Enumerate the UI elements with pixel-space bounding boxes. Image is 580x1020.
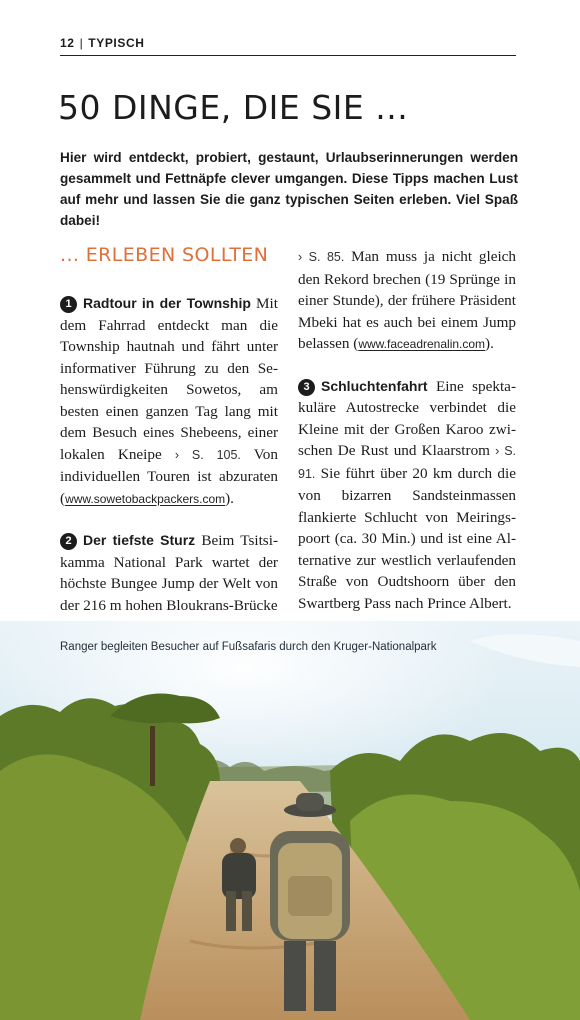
item-title: Radtour in der Township [83, 295, 251, 311]
page-title: 50 DINGE, DIE SIE ... [58, 88, 409, 127]
item-title: Der tiefste Sturz [83, 532, 196, 548]
item-title: Schluchtenfahrt [321, 377, 428, 394]
column-right [298, 246, 516, 634]
website-link[interactable]: www.faceadrenalin.com [358, 337, 486, 351]
item-text: Von individuellen Touren ist abzuraten ( [60, 445, 278, 507]
item-2 [60, 530, 278, 616]
item-number-badge: 1 [60, 296, 77, 313]
safari-photo [0, 621, 580, 1020]
photo-caption: Ranger begleiten Besucher auf Fußsafaris durch den Kruger-Nationalpark [60, 641, 437, 653]
item-number-badge: 2 [60, 533, 77, 550]
item-number-badge: 3 [298, 379, 315, 396]
item-3 [298, 376, 516, 615]
item-1 [60, 293, 278, 510]
item-text: ). [485, 335, 494, 352]
item-text: Man muss ja nicht gleich den Rekord brechen (19 Sprünge in einer Stunde), der frühere Präsident Mbeki hat es auch bei einem Jump belassen ( [298, 248, 516, 352]
column-left [60, 240, 278, 636]
header-section: TYPISCH [88, 36, 145, 50]
page-number: 12 [60, 36, 75, 50]
running-header [60, 36, 516, 56]
header-separator: | [79, 36, 84, 50]
intro-text: Hier wird entdeckt, probiert, gestaunt, Urlaubserinnerungen werden gesammelt und Fettnäpfe clever umgangen. Diese Tipps machen Lust auf mehr und lassen Sie die ganz typischen Seiten erleben. Viel Spaß dabei! [60, 150, 518, 228]
item-text: Sie führt über 20 km durch die von bizarren Sandsteinmassen flankierte Schlucht von Meiringspoort (ca. 30 Min.) und ist eine Alternative zur westlich verlaufenden Straße von Oudtshoorn über den Swartberg Pass nach Prince Albert. [298, 464, 516, 612]
page-reference[interactable]: › S. 91. [298, 444, 517, 481]
website-link[interactable]: www.sowetobackpackers.com [65, 491, 226, 506]
item-2-continued [298, 246, 516, 356]
safari-photo-illustration [0, 621, 580, 1020]
page-reference[interactable]: › S. 85. [298, 250, 345, 264]
page-reference[interactable]: › S. 105. [174, 447, 241, 462]
item-text: Eine spektakuläre Autostrecke verbindet die Kleine mit der Großen Karoo zwischen De Rust und Klaarstrom [298, 377, 516, 459]
item-text: Beim Tsitsikamma National Park wartet der höchste Bungee Jump der Welt von der 216 m hohen Bloukrans-Brücke [60, 532, 278, 614]
item-text: ). [225, 489, 234, 507]
item-text: Mit dem Fahrrad entdeckt man die Township hautnah und fährt unter informativer Führung zu den Sehenswürdigkeiten Sowetos, am besten einen ganzen Tag lang mit dem Besuch eines Shebeens, einer lokalen Kneipe [60, 295, 278, 463]
section-title: ... ERLEBEN SOLLTEN [60, 244, 269, 266]
